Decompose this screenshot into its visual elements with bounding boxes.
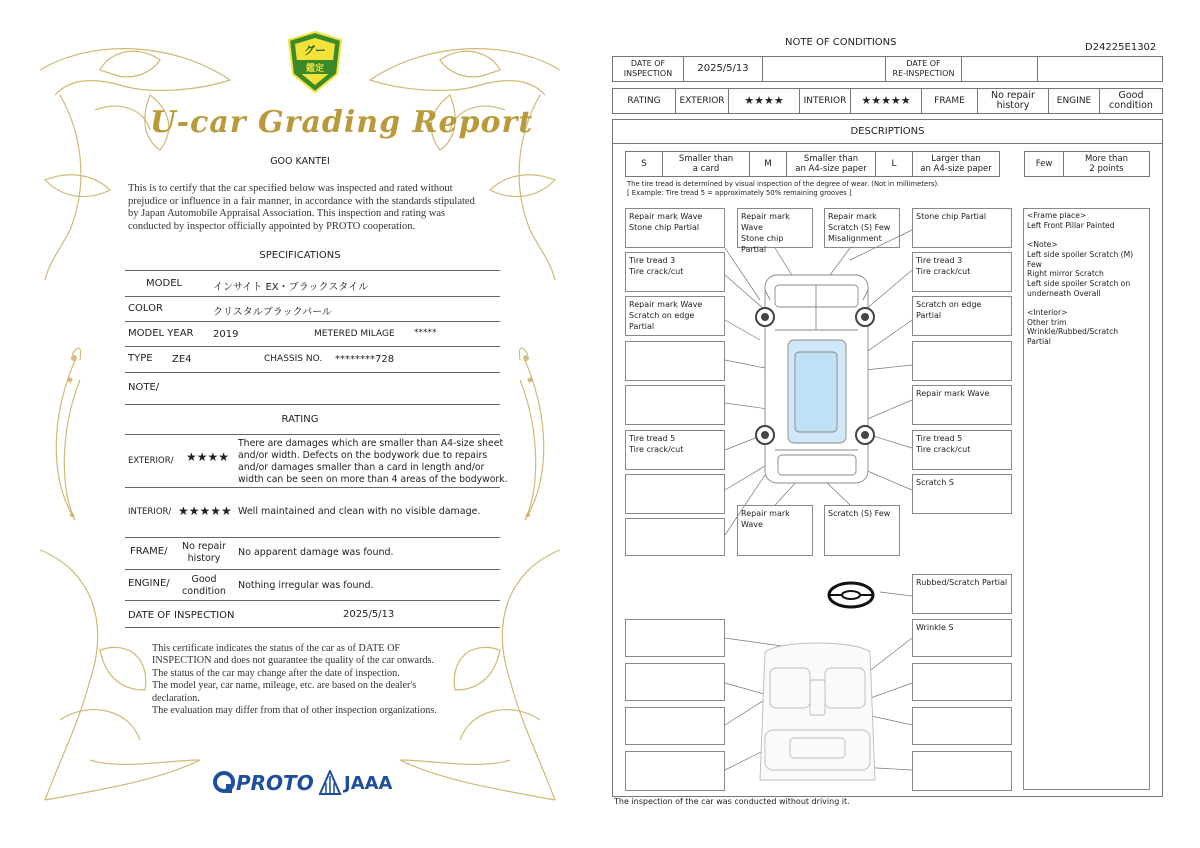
- interior-stars: ★★★★★: [850, 88, 922, 114]
- remark-box-front-left: Repair mark Wave Stone chip Partial: [625, 208, 725, 248]
- remark-box-tire-front-left: Tire tread 3 Tire crack/cut: [625, 252, 725, 292]
- condition-notes: <Frame place> Left Front Pillar Painted <Note> Left side spoiler Scratch (M) Few Right mirror Scratch Left side spoiler Scratch on underneath Overall <Interior> Other trim Wrinkle/Rubbed/Scratch Partial: [1023, 208, 1150, 790]
- remark-box-front-bumper-left: Repair mark Wave Stone chip Partial: [737, 208, 813, 248]
- remark-box-tire-rear-left: Tire tread 5 Tire crack/cut: [625, 430, 725, 470]
- type-value: ZE4: [172, 354, 192, 365]
- remark-box-front-fender-right: Scratch on edge Partial: [912, 296, 1012, 336]
- exterior-stars: ★★★★: [186, 450, 230, 464]
- divider: [125, 600, 500, 601]
- remark-box-hood: Repair mark Scratch (S) Few Misalignment: [824, 208, 900, 248]
- divider: [125, 321, 500, 322]
- mileage-value: *****: [414, 328, 437, 338]
- engine-value: Good condition: [182, 574, 226, 597]
- remark-box-empty: [625, 385, 725, 425]
- remark-box-front-fender-left: Repair mark Wave Scratch on edge Partial: [625, 296, 725, 336]
- engine-label: ENGINE: [1048, 88, 1100, 114]
- remark-box-dashboard: Wrinkle S: [912, 619, 1012, 657]
- exterior-description: There are damages which are smaller than A4-size sheet and/or width. Defects on the bodywork due to repairs and/or damages smaller than a card in length and/or width can be seen on more than 4 areas of the bodywork.: [238, 438, 508, 485]
- sheet-footer: The inspection of the car was conducted without driving it.: [614, 797, 850, 806]
- engine-value: Good condition: [1099, 88, 1163, 114]
- remark-box-rear-door-right: Repair mark Wave: [912, 385, 1012, 425]
- divider: [125, 270, 500, 271]
- model-year-label: MODEL YEAR: [128, 328, 194, 339]
- model-year-value: 2019: [213, 329, 239, 340]
- legend-l: L: [875, 151, 913, 177]
- report-subtitle: GOO KANTEI: [270, 156, 330, 167]
- legend-m: M: [749, 151, 787, 177]
- divider: [125, 372, 500, 373]
- date-of-inspection-label: DATE OF INSPECTION: [612, 56, 684, 82]
- model-value: インサイト EX・ブラックスタイル: [213, 282, 369, 293]
- engine-label: ENGINE/: [128, 578, 170, 589]
- remark-box-empty: [625, 518, 725, 556]
- steering-wheel-icon: [829, 583, 873, 607]
- legend-few: Few: [1024, 151, 1064, 177]
- note-of-conditions-sheet: [600, 0, 1200, 848]
- remark-box-tire-rear-right: Tire tread 5 Tire crack/cut: [912, 430, 1012, 470]
- jaaa-logo-icon: [318, 770, 342, 796]
- legend-m-description: Smaller than an A4-size paper: [786, 151, 876, 177]
- rating-heading: RATING: [281, 414, 319, 425]
- remark-box-empty: [912, 707, 1012, 745]
- remark-box-steering: Rubbed/Scratch Partial: [912, 574, 1012, 614]
- legend-more-than: More than 2 points: [1063, 151, 1150, 177]
- remark-box-empty: [625, 707, 725, 745]
- certificate-intro: This is to certify that the car specified below was inspected and rated without prejudice or influence in a fair manner, in accordance with the standards stipulated by Japan Automobile Appraisal Association. This inspection and rating was conducted by inspector officially appointed by PROTO cooperation.: [128, 183, 475, 232]
- legend-s: S: [625, 151, 663, 177]
- color-label: COLOR: [128, 303, 163, 314]
- divider: [125, 346, 500, 347]
- remark-box-tire-front-right: Tire tread 3 Tire crack/cut: [912, 252, 1012, 292]
- engine-description: Nothing irregular was found.: [238, 580, 374, 591]
- exterior-label: EXTERIOR: [675, 88, 729, 114]
- chassis-value: ********728: [335, 354, 395, 365]
- divider: [125, 569, 500, 570]
- remark-box-empty: [912, 751, 1012, 791]
- color-value: クリスタルブラックパール: [213, 307, 332, 318]
- remark-box-empty: [625, 341, 725, 381]
- descriptions-heading: DESCRIPTIONS: [612, 119, 1163, 144]
- divider: [125, 537, 500, 538]
- interior-stars: ★★★★★: [178, 504, 232, 518]
- frame-label: FRAME: [921, 88, 978, 114]
- chassis-label: CHASSIS NO.: [264, 354, 323, 364]
- rating-label: RATING: [612, 88, 676, 114]
- proto-logo-icon: [213, 771, 235, 795]
- frame-description: No apparent damage was found.: [238, 547, 394, 558]
- exterior-stars: ★★★★: [728, 88, 800, 114]
- remark-box-rear-quarter-right: Scratch S: [912, 474, 1012, 514]
- spec-heading: SPECIFICATIONS: [259, 250, 341, 261]
- frame-value: No repair history: [977, 88, 1049, 114]
- certificate-footer: This certificate indicates the status of the car as of DATE OF INSPECTION and does not guarantee the quality of the car onwards. The status of the car may change after the date of inspection. The model year, car name, mileage, etc. are based on the dealer's declaration. The evaluation may differ from that of other inspection organizations.: [152, 643, 437, 717]
- remark-box-empty: [625, 619, 725, 657]
- frame-value: No repair history: [182, 541, 226, 564]
- date-of-inspection-value: 2025/5/13: [683, 56, 763, 82]
- remark-box-front-right: Stone chip Partial: [912, 208, 1012, 248]
- sheet-title: NOTE OF CONDITIONS: [785, 37, 897, 48]
- interior-label: INTERIOR: [799, 88, 851, 114]
- remark-box-trunk: Scratch (S) Few: [824, 505, 900, 556]
- remark-box-rear-bumper-left: Repair mark Wave: [737, 505, 813, 556]
- badge-text-top: グー: [304, 44, 326, 57]
- exterior-label: EXTERIOR/: [128, 456, 174, 466]
- mileage-label: METERED MILAGE: [314, 329, 395, 339]
- date-of-inspection-label: DATE OF INSPECTION: [128, 610, 235, 621]
- remark-box-empty: [912, 341, 1012, 381]
- interior-description: Well maintained and clean with no visible damage.: [238, 506, 481, 517]
- legend-s-description: Smaller than a card: [662, 151, 750, 177]
- frame-label: FRAME/: [130, 546, 168, 557]
- remark-box-empty: [625, 474, 725, 514]
- interior-label: INTERIOR/: [128, 507, 172, 517]
- date-of-inspection-value: 2025/5/13: [343, 609, 395, 620]
- badge-text-bottom: 鑑定: [305, 64, 324, 74]
- remark-box-empty: [912, 663, 1012, 701]
- remark-box-empty: [625, 751, 725, 791]
- divider: [125, 404, 500, 405]
- report-title: U-car Grading Report: [150, 105, 534, 140]
- proto-logo-text: PROTO: [236, 771, 314, 795]
- divider: [125, 627, 500, 628]
- divider: [125, 434, 500, 435]
- remark-box-empty: [625, 663, 725, 701]
- tire-tread-note: The tire tread is determined by visual inspection of the degree of wear. (Not in millimeters). [ Example: Tire tread 5 = approximately 50% remaining grooves ]: [627, 180, 940, 197]
- note-label: NOTE/: [128, 382, 160, 393]
- type-label: TYPE: [128, 353, 153, 364]
- jaaa-logo-text: JAAA: [344, 773, 393, 794]
- model-label: MODEL: [146, 278, 183, 289]
- divider: [125, 296, 500, 297]
- reinspection-label: DATE OF RE-INSPECTION: [885, 56, 962, 82]
- divider: [125, 487, 500, 488]
- legend-l-description: Larger than an A4-size paper: [912, 151, 1000, 177]
- document-id: D24225E1302: [1085, 42, 1157, 53]
